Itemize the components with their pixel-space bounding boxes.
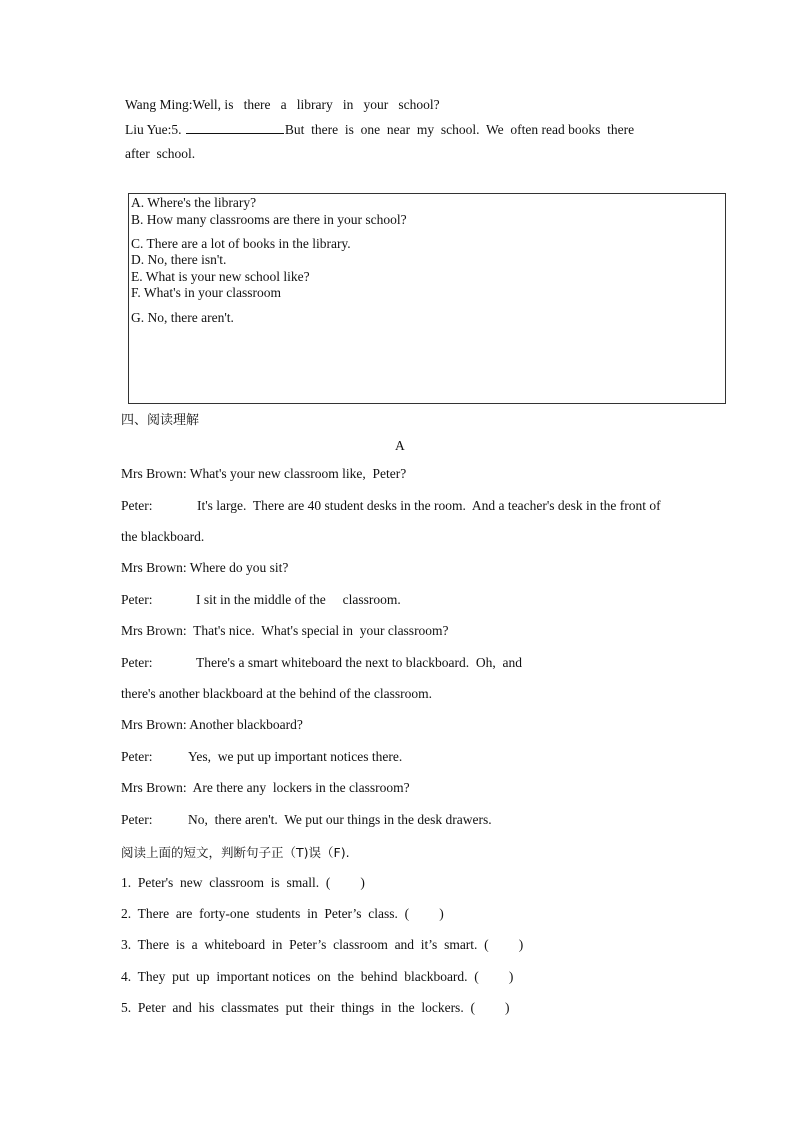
passage-line-10 (121, 749, 403, 765)
section-heading: 四、阅读理解 (121, 413, 200, 428)
instruction: 阅读上面的短文，判断句子正（T)误（F). (121, 845, 350, 860)
passage-line-4: Mrs Brown: Where do you sit? (121, 560, 289, 575)
speaker-peter: Peter: (121, 749, 153, 764)
dialogue-line-continuation: after school. (125, 146, 196, 161)
question-text: 5. Peter and his classmates put their things in the lockers. ( (121, 1000, 475, 1015)
question-3 (121, 937, 523, 953)
option-e: E. What is your new school like? (131, 269, 310, 284)
speaker-text: There's a smart whiteboard the next to blackboard. Oh, and (196, 655, 522, 670)
question-text: 3. There is a whiteboard in Peter’s classroom and it’s smart. ( (121, 937, 489, 952)
passage-line-6: Mrs Brown: That's nice. What's special in your classroom? (121, 623, 449, 638)
dialogue-line-liu-yue (125, 121, 634, 138)
option-d: D. No, there isn't. (131, 252, 227, 267)
speaker-text: It's large. There are 40 student desks in the room. And a teacher's desk in the front of (197, 498, 661, 513)
speaker-text: No, there aren't. We put our things in the desk drawers. (188, 812, 492, 827)
passage-line-2 (121, 498, 661, 514)
close-paren: ) (518, 937, 524, 952)
option-c: C. There are a lot of books in the library. (131, 236, 351, 251)
question-text: 4. They put up important notices on the behind blackboard. ( (121, 969, 479, 984)
dialogue-line-wang-ming: Wang Ming:Well, is there a library in your school? (125, 97, 440, 112)
speaker-text: Yes, we put up important notices there. (188, 749, 403, 764)
passage-label: A (395, 438, 405, 453)
close-paren: ) (360, 875, 365, 890)
passage-line-8: there's another blackboard at the behind of the classroom. (121, 686, 432, 701)
close-paren: ) (508, 969, 514, 984)
question-text: 2. There are forty-one students in Peter’s class. ( (121, 906, 410, 921)
speaker-peter: Peter: (121, 812, 153, 827)
option-a: A. Where's the library? (131, 195, 257, 210)
passage-line-7 (121, 655, 522, 671)
speaker-text: I sit in the middle of the classroom. (196, 592, 401, 607)
options-box (128, 193, 726, 404)
question-4 (121, 969, 513, 985)
option-g: G. No, there aren't. (131, 310, 234, 325)
passage-line-1: Mrs Brown: What's your new classroom like, Peter? (121, 466, 407, 481)
passage-line-5 (121, 592, 401, 608)
question-text: 1. Peter's new classroom is small. ( (121, 875, 331, 890)
option-f: F. What's in your classroom (131, 285, 281, 300)
dialogue-suffix: But there is one near my school. We often read books there (284, 122, 635, 137)
passage-line-12 (121, 812, 492, 828)
passage-line-9: Mrs Brown: Another blackboard? (121, 717, 303, 732)
question-5 (121, 1000, 509, 1016)
option-b: B. How many classrooms are there in your school? (131, 212, 407, 227)
speaker-peter: Peter: (121, 592, 153, 607)
passage-line-3: the blackboard. (121, 529, 205, 544)
question-1 (121, 875, 365, 891)
answer-blank-5 (186, 121, 284, 134)
passage-line-11: Mrs Brown: Are there any lockers in the classroom? (121, 780, 410, 795)
dialogue-prefix: Liu Yue:5. (125, 122, 182, 137)
close-paren: ) (439, 906, 444, 921)
close-paren: ) (504, 1000, 510, 1015)
speaker-peter: Peter: (121, 498, 153, 513)
speaker-peter: Peter: (121, 655, 153, 670)
question-2 (121, 906, 444, 922)
